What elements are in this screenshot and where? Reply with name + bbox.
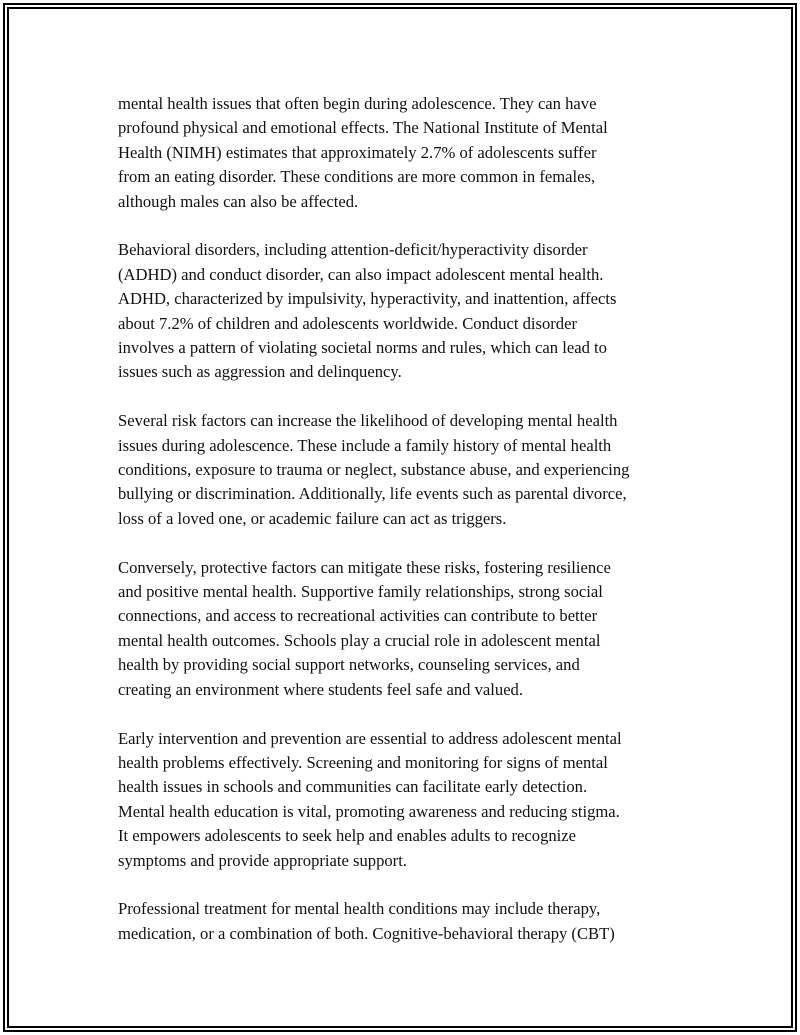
text-line: Mental health education is vital, promoting awareness and reducing stigma. xyxy=(118,801,620,821)
paragraph-risk-factors xyxy=(118,409,698,531)
text-line: Professional treatment for mental health conditions may include therapy, xyxy=(118,899,601,919)
text-line: from an eating disorder. These conditions are more common in females, xyxy=(118,167,596,187)
text-line: conditions, exposure to trauma or neglect, substance abuse, and experiencing xyxy=(118,460,630,480)
text-line: although males can also be affected. xyxy=(118,191,359,211)
paragraph-eating-disorders xyxy=(118,92,698,214)
text-line: (ADHD) and conduct disorder, can also impact adolescent mental health. xyxy=(118,264,604,284)
text-line: health by providing social support networks, counseling services, and xyxy=(118,655,580,675)
paragraph-early-intervention xyxy=(118,727,698,873)
text-line: It empowers adolescents to seek help and enables adults to recognize xyxy=(118,826,577,846)
text-line: medication, or a combination of both. Cognitive-behavioral therapy (CBT) xyxy=(118,923,615,943)
text-line: creating an environment where students feel safe and valued. xyxy=(118,679,523,699)
text-line: Conversely, protective factors can mitigate these risks, fostering resilience xyxy=(118,557,611,577)
text-line: involves a pattern of violating societal norms and rules, which can lead to xyxy=(118,338,607,358)
text-line: symptoms and provide appropriate support. xyxy=(118,850,407,870)
text-line: health issues in schools and communities can facilitate early detection. xyxy=(118,777,588,797)
text-line: issues during adolescence. These include a family history of mental health xyxy=(118,435,612,455)
document-body xyxy=(118,92,698,971)
text-line: and positive mental health. Supportive family relationships, strong social xyxy=(118,582,603,602)
text-line: Behavioral disorders, including attention-deficit/hyperactivity disorder xyxy=(118,240,588,260)
text-line: bullying or discrimination. Additionally, life events such as parental divorce, xyxy=(118,484,627,504)
text-line: Early intervention and prevention are essential to address adolescent mental xyxy=(118,728,622,748)
text-line: mental health issues that often begin during adolescence. They can have xyxy=(118,94,597,113)
text-line: profound physical and emotional effects. The National Institute of Mental xyxy=(118,118,608,138)
text-line: Health (NIMH) estimates that approximately 2.7% of adolescents suffer xyxy=(118,142,597,162)
text-line: connections, and access to recreational activities can contribute to better xyxy=(118,606,598,626)
text-line: loss of a loved one, or academic failure can act as triggers. xyxy=(118,508,507,528)
text-line: mental health outcomes. Schools play a crucial role in adolescent mental xyxy=(118,630,601,650)
text-line: about 7.2% of children and adolescents worldwide. Conduct disorder xyxy=(118,313,577,333)
text-line: health problems effectively. Screening and monitoring for signs of mental xyxy=(118,752,608,772)
paragraph-protective-factors xyxy=(118,556,698,702)
paragraph-behavioral-disorders xyxy=(118,238,698,384)
paragraph-professional-treatment xyxy=(118,897,698,946)
text-line: Several risk factors can increase the likelihood of developing mental health xyxy=(118,411,618,431)
text-line: issues such as aggression and delinquency. xyxy=(118,362,402,382)
text-line: ADHD, characterized by impulsivity, hyperactivity, and inattention, affects xyxy=(118,289,617,309)
